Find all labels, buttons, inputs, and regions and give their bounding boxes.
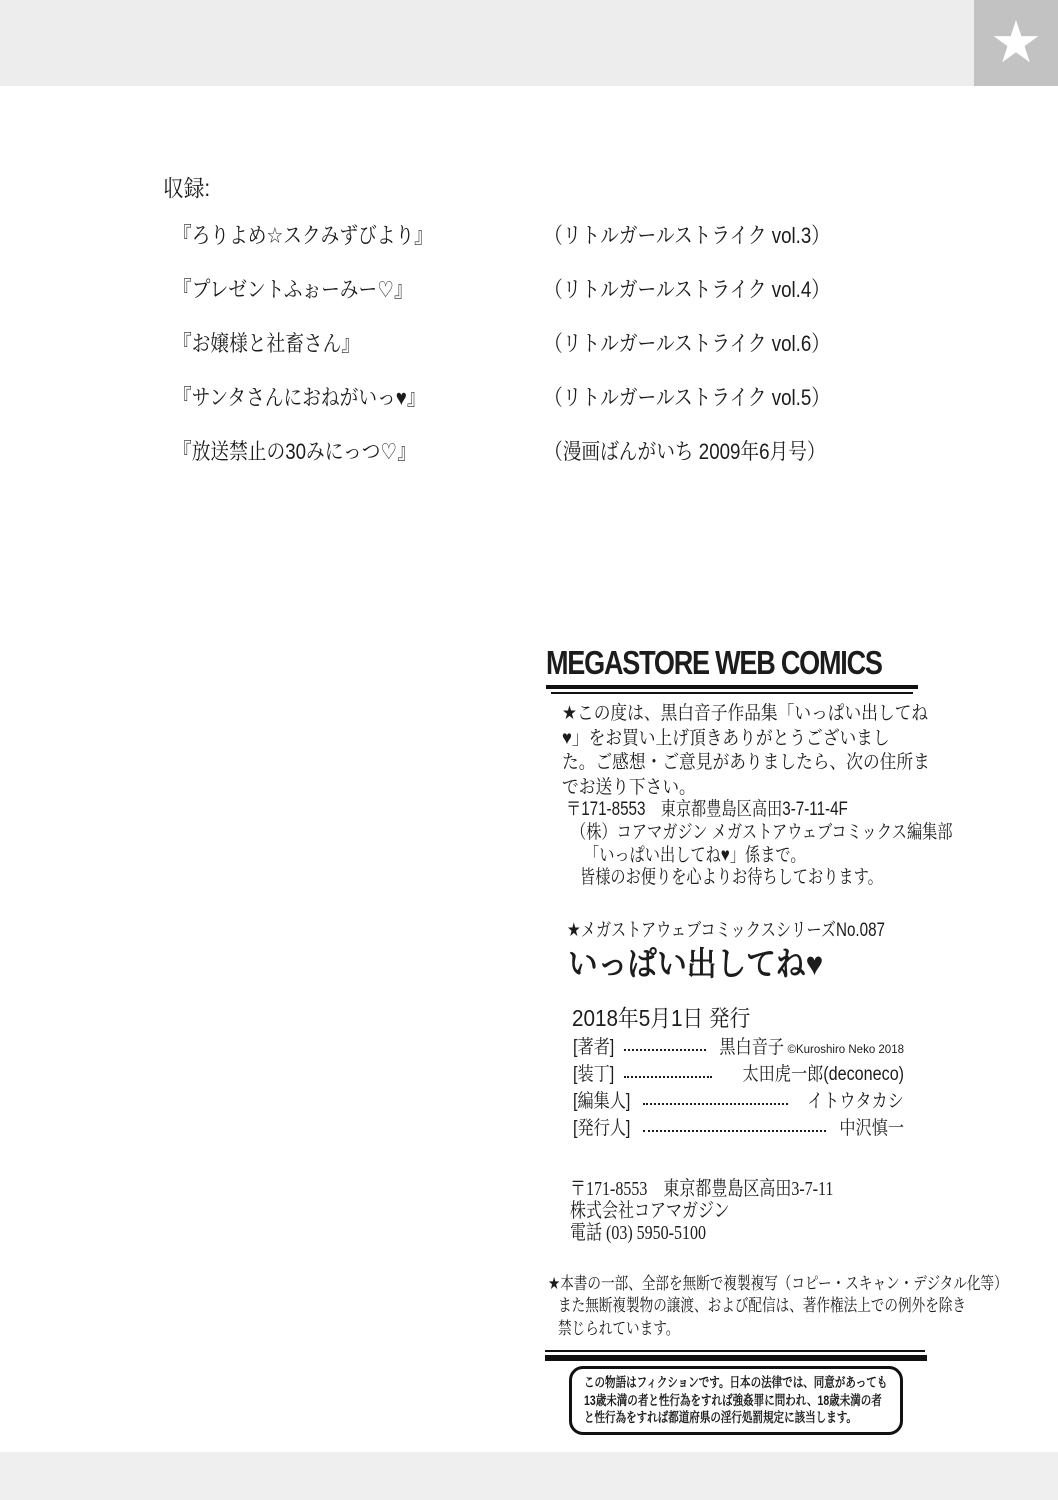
thanks-paragraph	[562, 702, 980, 800]
credit-label: [発行人]	[573, 1118, 631, 1139]
credit-row	[573, 1086, 904, 1113]
work-title: 『ろりよめ☆スクみずびより』	[173, 222, 433, 248]
credit-value: 黒白音子	[719, 1037, 785, 1058]
credit-row	[573, 1113, 904, 1140]
divider-rule-thin	[545, 1350, 925, 1352]
disclaimer-text	[584, 1374, 888, 1427]
colophon-column	[546, 0, 1008, 1500]
work-source: （リトルガールストライク vol.6）	[544, 330, 830, 356]
brand-rule-thick	[546, 685, 918, 689]
credits-list	[573, 1032, 904, 1140]
credit-leader	[624, 1076, 712, 1078]
publisher-line: 株式会社コアマガジン	[570, 1199, 730, 1222]
thanks-line: ♥」をお買い上げ頂きありがとうございまし	[562, 727, 890, 749]
copyright-notice	[548, 1273, 1058, 1340]
divider-rule-thick	[545, 1355, 927, 1361]
credit-leader	[643, 1130, 826, 1132]
work-source: （漫画ばんがいち 2009年6月号）	[544, 438, 826, 464]
disclaimer-line: この物語はフィクションです。日本の法律では、同意があっても	[584, 1375, 888, 1390]
address-line: 皆様のお便りを心よりお待ちしております。	[580, 867, 883, 889]
publisher-line: 〒171-8553 東京都豊島区高田3-7-11	[570, 1178, 834, 1200]
credit-leader	[624, 1049, 707, 1051]
collection-heading: 収録:	[163, 175, 211, 201]
address-line: （株）コアマガジン メガストアウェブコミックス編集部	[571, 821, 953, 843]
credit-label: [編集人]	[573, 1091, 631, 1112]
credit-label: [著者]	[573, 1037, 615, 1058]
publish-date-text: 2018年5月1日 発行	[572, 1005, 751, 1031]
address-line: 〒171-8553 東京都豊島区高田3-7-11-4F	[566, 799, 848, 820]
corner-star-badge	[974, 0, 1058, 86]
work-title: 『サンタさんにおねがいっ♥』	[173, 384, 426, 410]
send-address	[546, 799, 1048, 890]
credit-row	[573, 1059, 904, 1086]
credit-value: イトウタカシ	[807, 1091, 904, 1112]
work-source: （リトルガールストライク vol.3）	[544, 222, 830, 248]
work-source: （リトルガールストライク vol.5）	[544, 384, 830, 410]
brand-title: MEGASTORE WEB COMICS	[546, 644, 882, 681]
publish-date	[572, 1000, 770, 1033]
publisher-line: 電話 (03) 5950-5100	[570, 1221, 706, 1244]
address-line: 「いっぱい出してね♥」係まで。	[584, 844, 806, 866]
copyright-line: 禁じられています。	[558, 1318, 680, 1338]
disclaimer-line: と性行為をすれば都道府県の淫行処罰規定に該当します。	[584, 1410, 857, 1426]
credit-row	[573, 1032, 904, 1059]
series-text: ★メガストアウェブコミックスシリーズNo.087	[567, 920, 886, 941]
thanks-line: た。ご感想・ご意見がありましたら、次の住所ま	[562, 752, 930, 773]
credit-copyright-note: ©Kuroshiro Neko 2018	[787, 1044, 904, 1056]
work-title: 『お嬢様と社畜さん』	[173, 330, 361, 356]
work-title: 『放送禁止の30みにっつ♡』	[173, 438, 416, 464]
publisher-address	[570, 1179, 899, 1244]
book-title	[568, 938, 852, 985]
disclaimer-box	[569, 1366, 903, 1435]
credit-value: 中沢慎一	[839, 1118, 904, 1139]
thanks-line: でお送り下さい。	[562, 776, 696, 798]
thanks-line: ★この度は、黒白音子作品集「いっぱい出してね	[562, 703, 929, 724]
credit-value: 太田虎一郎(deconeco)	[742, 1064, 904, 1085]
credit-label: [装丁]	[573, 1064, 615, 1085]
disclaimer-line: 13歳未満の者と性行為をすれば強姦罪に問われ、18歳未満の者	[584, 1392, 882, 1408]
star-icon: ★	[990, 10, 1042, 75]
copyright-line: また無断複製物の譲渡、および配信は、著作権法上での例外を除き	[558, 1296, 966, 1316]
copyright-line: ★本書の一部、全部を無断で複製複写（コピー・スキャン・デジタル化等）	[548, 1274, 1008, 1293]
book-title-text: いっぱい出してね♥	[568, 945, 824, 982]
work-title: 『プレゼントふぉーみー♡』	[173, 276, 413, 302]
brand-rule-thin	[551, 692, 913, 694]
work-source: （リトルガールストライク vol.4）	[544, 276, 830, 302]
credit-leader	[643, 1103, 789, 1105]
